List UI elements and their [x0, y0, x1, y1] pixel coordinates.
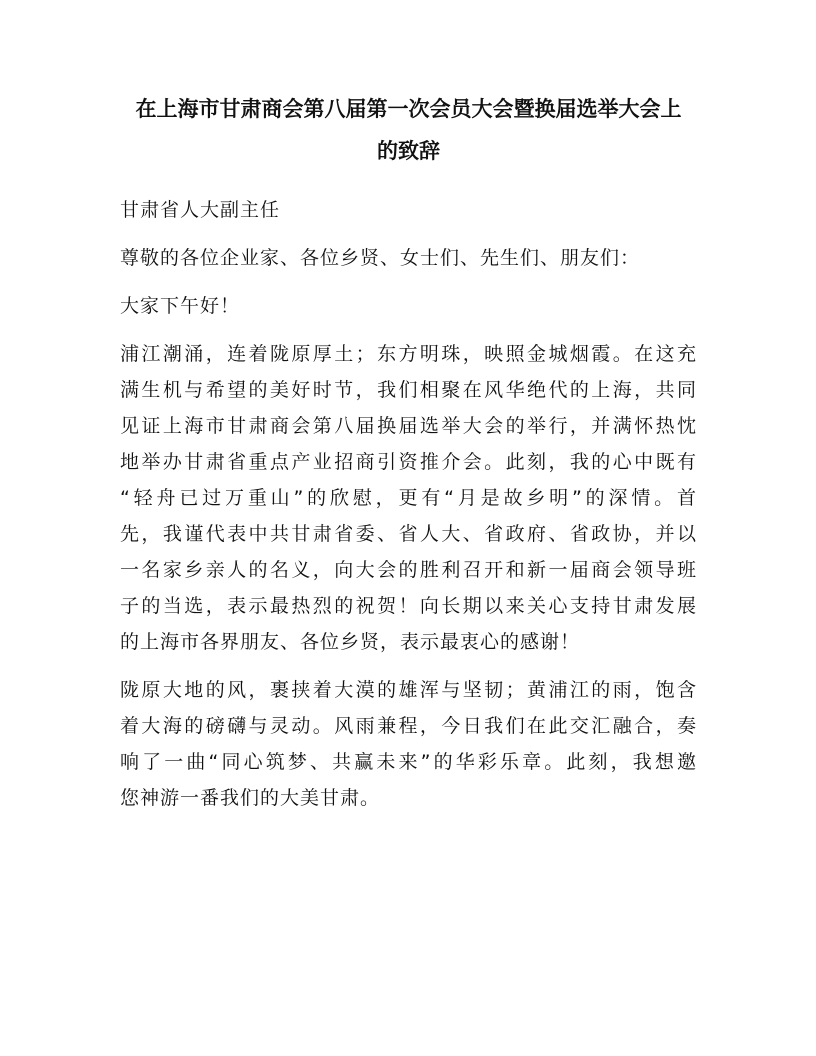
paragraph-1-line: 的上海市各界朋友、各位乡贤，表示最衷心的感谢！ [120, 631, 581, 653]
paragraph-1 [120, 336, 697, 660]
paragraph-1-line: “轻舟已过万重山”的欣慰，更有“月是故乡明”的深情。首 [120, 487, 697, 509]
title-line-2: 的致辞 [377, 139, 440, 163]
document-title [120, 88, 697, 172]
author-line: 甘肃省人大副主任 [120, 199, 281, 221]
paragraph-2-line: 着大海的磅礴与灵动。风雨兼程，今日我们在此交汇融合，奏 [120, 715, 697, 737]
paragraph-2 [120, 672, 697, 816]
document-page [120, 88, 697, 816]
paragraph-1-line: 地举办甘肃省重点产业招商引资推介会。此刻，我的心中既有 [120, 451, 697, 473]
greeting: 大家下午好！ [120, 295, 241, 317]
paragraph-1-line: 子的当选，表示最热烈的祝贺！向长期以来关心支持甘肃发展 [120, 595, 697, 617]
paragraph-2-line: 响了一曲“同心筑梦、共赢未来”的华彩乐章。此刻，我想邀 [120, 751, 697, 773]
salutation: 尊敬的各位企业家、各位乡贤、女士们、先生们、朋友们： [120, 247, 641, 269]
paragraph-1-line: 浦江潮涌，连着陇原厚土；东方明珠，映照金城烟霞。在这充 [120, 343, 697, 365]
paragraph-1-line: 见证上海市甘肃商会第八届换届选举大会的举行，并满怀热忱 [120, 415, 697, 437]
paragraph-1-line: 先，我谨代表中共甘肃省委、省人大、省政府、省政协，并以 [120, 523, 697, 545]
paragraph-2-line: 您神游一番我们的大美甘肃。 [120, 787, 381, 809]
paragraph-1-line: 满生机与希望的美好时节，我们相聚在风华绝代的上海，共同 [120, 379, 697, 401]
paragraph-2-line: 陇原大地的风，裹挟着大漠的雄浑与坚韧；黄浦江的雨，饱含 [120, 679, 697, 701]
paragraph-1-line: 一名家乡亲人的名义，向大会的胜利召开和新一届商会领导班 [120, 559, 697, 581]
title-line-1: 在上海市甘肃商会第八届第一次会员大会暨换届选举大会上 [135, 97, 682, 121]
